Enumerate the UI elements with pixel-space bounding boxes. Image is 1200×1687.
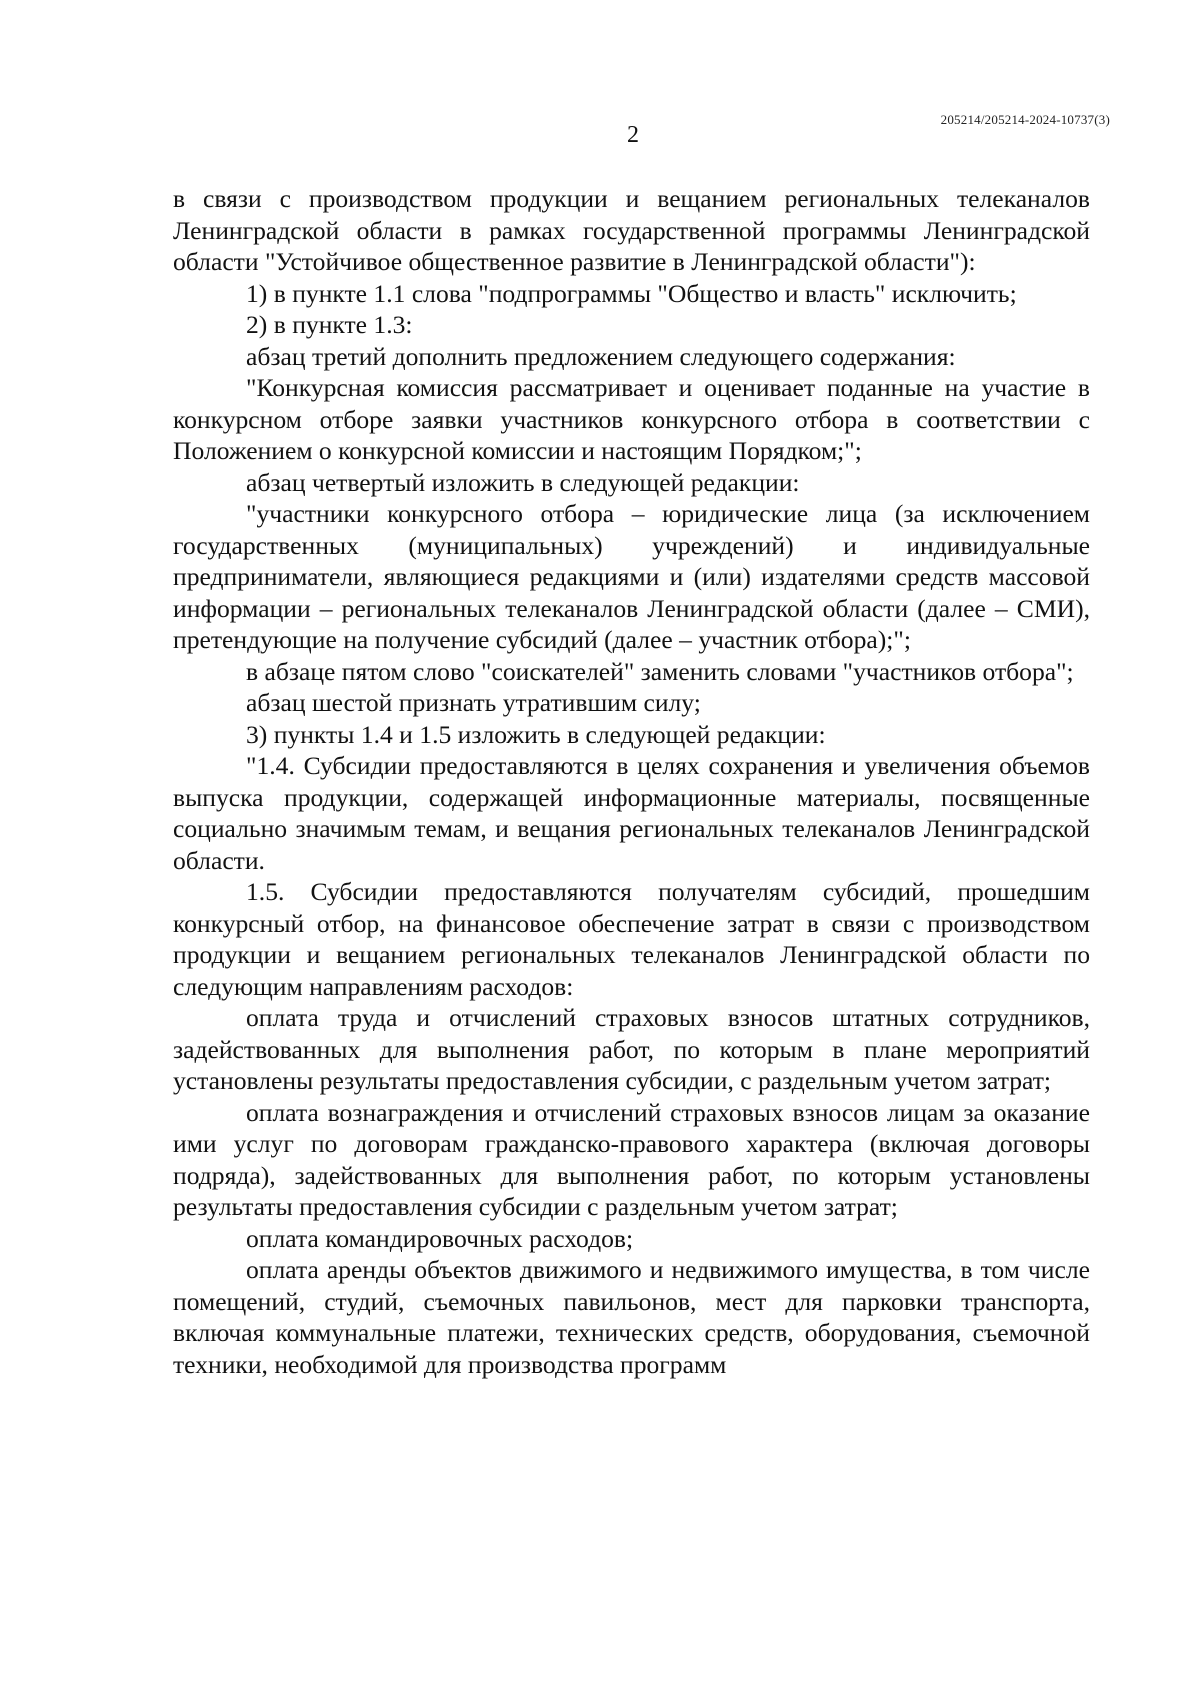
paragraph: оплата вознаграждения и отчислений страховых взносов лицам за оказание ими услуг по договорам гражданско-правового характера (включая договоры подряда), задействованных для выполнения работ, по которым установлены результаты предоставления субсидии с раздельным учетом затрат;: [173, 1097, 1090, 1221]
paragraph: оплата труда и отчислений страховых взносов штатных сотрудников, задействованных для выполнения работ, по которым в плане мероприятий установлены результаты предоставления субсидии, с раздельным учетом затрат;: [173, 1003, 1090, 1095]
paragraph: абзац третий дополнить предложением следующего содержания:: [246, 341, 956, 371]
paragraph: в связи с производством продукции и вещанием региональных телеканалов Ленинградской области в рамках государственной программы Ленинградской области "Устойчивое общественное развитие в Ленинградской области"):: [173, 184, 1090, 276]
paragraph: "1.4. Субсидии предоставляются в целях сохранения и увеличения объемов выпуска продукции, содержащей информационные материалы, посвященные социально значимым темам, и вещания региональных телеканалов Ленинградской области.: [173, 751, 1090, 875]
paragraph: абзац шестой признать утратившим силу;: [246, 688, 701, 717]
paragraph: 1.5. Субсидии предоставляются получателям субсидий, прошедшим конкурсный отбор, на финансовое обеспечение затрат в связи с производством продукции и вещанием региональных телеканалов Ленинградской области по следующим направлениям расходов:: [173, 877, 1090, 1001]
paragraph: оплата командировочных расходов;: [246, 1223, 634, 1253]
paragraph: абзац четвертый изложить в следующей редакции:: [246, 467, 800, 497]
paragraph: оплата аренды объектов движимого и недвижимого имущества, в том числе помещений, студий, съемочных павильонов, мест для парковки транспорта, включая коммунальные платежи, технических средств, оборудования, съемочной техники, необходимой для производства программ: [173, 1255, 1090, 1379]
paragraph: 3) пункты 1.4 и 1.5 изложить в следующей редакции:: [246, 719, 826, 749]
document-body: [173, 183, 1090, 1380]
paragraph: в абзаце пятом слово "соискателей" заменить словами "участников отбора";: [246, 656, 1074, 686]
paragraph: "участники конкурсного отбора – юридические лица (за исключением государственных (муниципальных) учреждений) и индивидуальные предприниматели, являющиеся редакциями и (или) издателями средств массовой информации – региональных телеканалов Ленинградской области (далее – СМИ), претендующие на получение субсидий (далее – участник отбора);";: [173, 499, 1090, 654]
paragraph: 1) в пункте 1.1 слова "подпрограммы "Общество и власть" исключить;: [246, 278, 1017, 308]
document-id: 205214/205214-2024-10737(3): [940, 112, 1110, 127]
paragraph: "Конкурсная комиссия рассматривает и оценивает поданные на участие в конкурсном отборе заявки участников конкурсного отбора в соответствии с Положением о конкурсной комиссии и настоящим Порядком;";: [173, 373, 1090, 465]
paragraph: 2) в пункте 1.3:: [246, 310, 413, 339]
page-number: 2: [627, 122, 639, 148]
